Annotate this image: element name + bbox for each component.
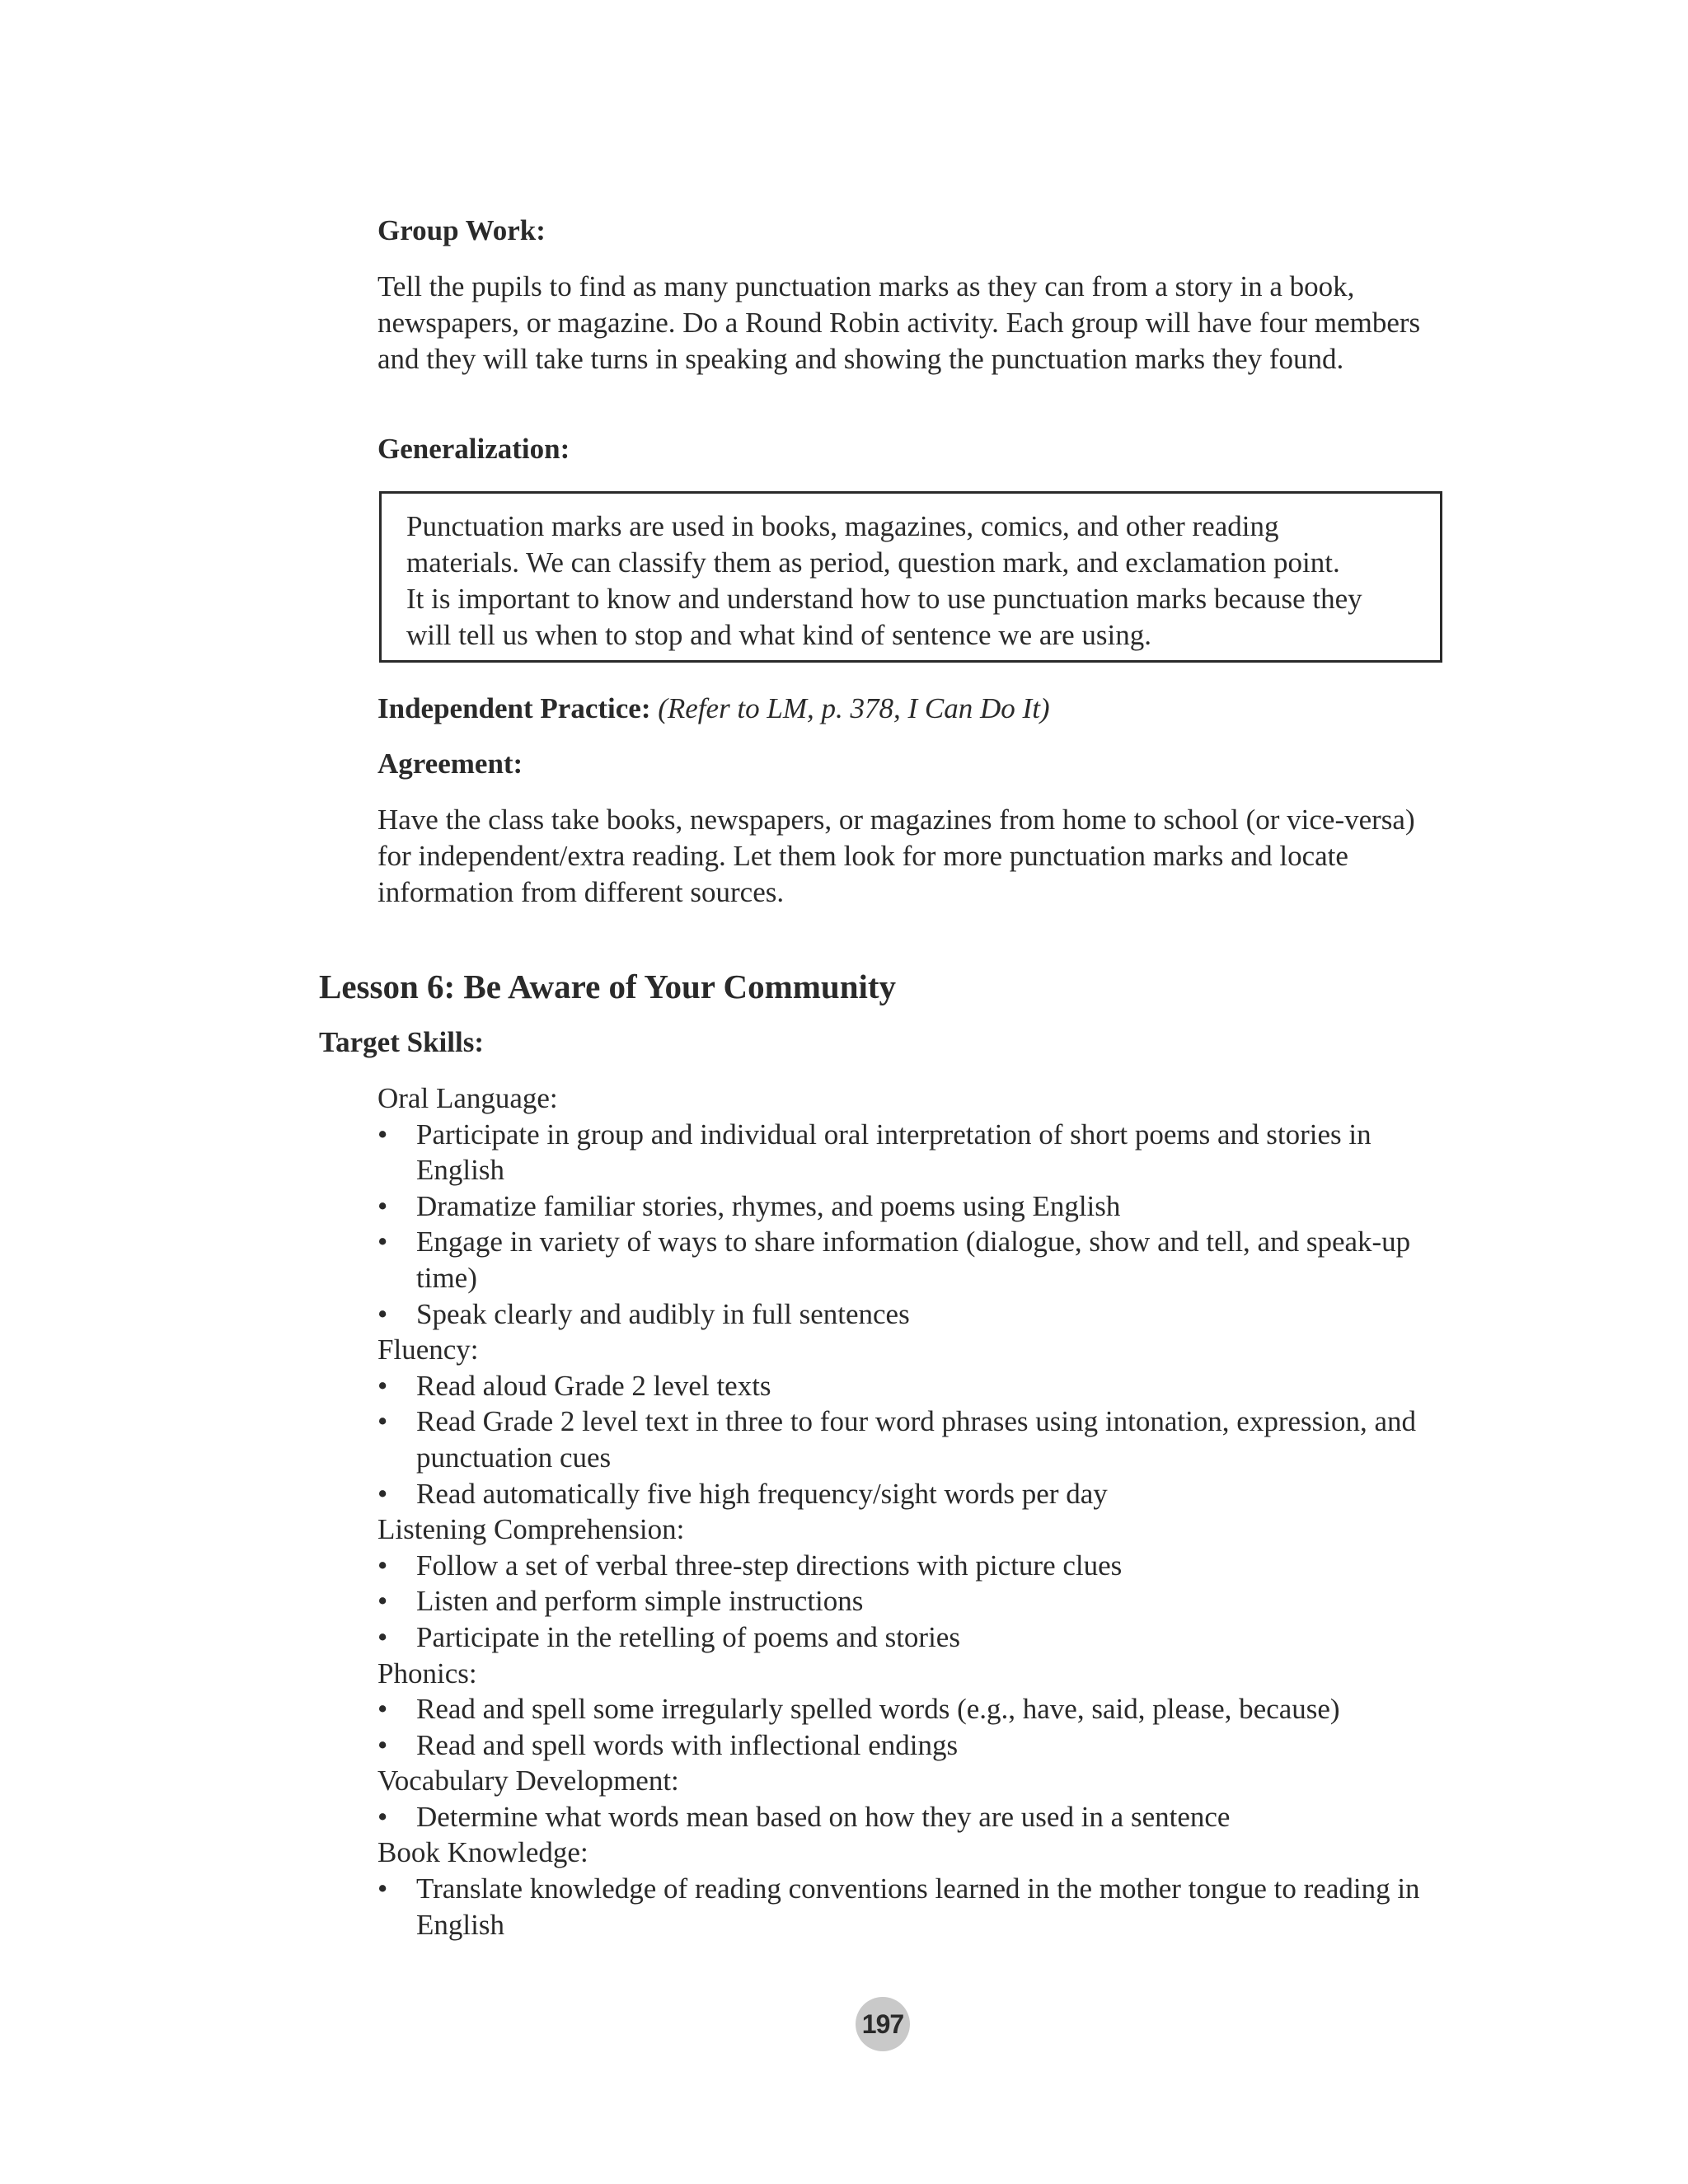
list-item — [377, 1727, 1449, 1764]
group-work-body — [377, 269, 1449, 377]
bullet: • — [377, 1477, 388, 1510]
generalization-line: It is important to know and understand how to use punctuation marks because they — [406, 583, 1362, 615]
skill-category: Listening Comprehension: — [377, 1513, 685, 1546]
generalization-line: will tell us when to stop and what kind of sentence we are using. — [406, 619, 1151, 651]
list-item — [377, 1871, 1449, 1943]
agreement-body — [377, 802, 1449, 911]
group-work-section — [377, 213, 1449, 249]
bullet: • — [377, 1800, 388, 1833]
bullet: • — [377, 1226, 388, 1258]
lesson-title: Lesson 6: Be Aware of Your Community — [319, 968, 897, 1005]
generalization-heading: Generalization: — [377, 433, 570, 465]
list-item — [377, 1117, 1449, 1188]
bullet: • — [377, 1118, 388, 1151]
skill-category: Book Knowledge: — [377, 1836, 588, 1869]
list-item — [377, 1548, 1449, 1584]
bullet: • — [377, 1297, 388, 1330]
generalization-section — [377, 431, 1449, 467]
bullet: • — [377, 1620, 388, 1653]
skill-text: Engage in variety of ways to share information (dialogue, show and tell, and speak-up time) — [416, 1226, 1411, 1294]
list-item — [377, 1188, 1449, 1225]
generalization-line: Punctuation marks are used in books, magazines, comics, and other reading — [406, 510, 1279, 542]
generalization-line: materials. We can classify them as period, question mark, and exclamation point. — [406, 546, 1340, 579]
skill-category: Fluency: — [377, 1333, 479, 1366]
bullet: • — [377, 1405, 388, 1438]
list-item — [377, 1224, 1449, 1296]
bullet: • — [377, 1728, 388, 1761]
skill-text: Participate in group and individual oral interpretation of short poems and stories in English — [416, 1118, 1372, 1187]
independent-practice-section — [377, 691, 1449, 727]
independent-practice-reference: (Refer to LM, p. 378, I Can Do It) — [658, 692, 1050, 724]
list-item — [377, 1691, 1449, 1727]
group-work-heading: Group Work: — [377, 214, 546, 246]
skill-text: Determine what words mean based on how they are used in a sentence — [416, 1800, 1231, 1833]
list-item — [377, 1368, 1449, 1404]
list-item — [377, 1583, 1449, 1619]
skill-text: Read Grade 2 level text in three to four word phrases using intonation, expression, and punctuation cues — [416, 1405, 1417, 1474]
bullet: • — [377, 1549, 388, 1582]
bullet: • — [377, 1189, 388, 1222]
page-number: 197 — [856, 1997, 910, 2051]
agreement-text: Have the class take books, newspapers, or magazines from home to school (or vice-versa) for independent/extra reading. Let them look for more punctuation marks and locate information from different sources. — [377, 804, 1415, 908]
skill-text: Read and spell some irregularly spelled words (e.g., have, said, please, because) — [416, 1693, 1340, 1726]
skill-text: Read aloud Grade 2 level texts — [416, 1369, 771, 1402]
bullet: • — [377, 1369, 388, 1402]
list-item — [377, 1296, 1449, 1333]
list-item — [377, 1476, 1449, 1512]
skill-text: Translate knowledge of reading conventions learned in the mother tongue to reading in English — [416, 1872, 1420, 1941]
agreement-heading: Agreement: — [377, 748, 523, 780]
target-skills-list — [377, 1080, 1449, 1943]
list-item — [377, 1404, 1449, 1475]
skill-category: Oral Language: — [377, 1082, 558, 1114]
list-item — [377, 1799, 1449, 1835]
list-item — [377, 1619, 1449, 1656]
skill-text: Listen and perform simple instructions — [416, 1585, 864, 1618]
group-work-text: Tell the pupils to find as many punctuation marks as they can from a story in a book, newspapers, or magazine. Do a Round Robin activity. Each group will have four members and they will take turns in speaking and showing the punctuation marks they found. — [377, 270, 1421, 375]
target-skills-heading: Target Skills: — [319, 1026, 484, 1058]
independent-practice-label: Independent Practice: — [377, 692, 651, 724]
skill-text: Dramatize familiar stories, rhymes, and poems using English — [416, 1189, 1121, 1222]
bullet: • — [377, 1693, 388, 1726]
skill-text: Follow a set of verbal three-step directions with picture clues — [416, 1549, 1123, 1582]
skill-category: Phonics: — [377, 1657, 477, 1690]
generalization-box — [379, 491, 1442, 663]
skill-category: Vocabulary Development: — [377, 1765, 679, 1797]
skill-text: Read automatically five high frequency/sight words per day — [416, 1477, 1108, 1510]
bullet: • — [377, 1872, 388, 1905]
bullet: • — [377, 1585, 388, 1618]
skill-text: Participate in the retelling of poems and stories — [416, 1620, 960, 1653]
agreement-section — [377, 746, 1449, 782]
independent-practice-line — [377, 691, 1449, 727]
skill-text: Speak clearly and audibly in full sentences — [416, 1297, 910, 1330]
skill-text: Read and spell words with inflectional endings — [416, 1728, 959, 1761]
